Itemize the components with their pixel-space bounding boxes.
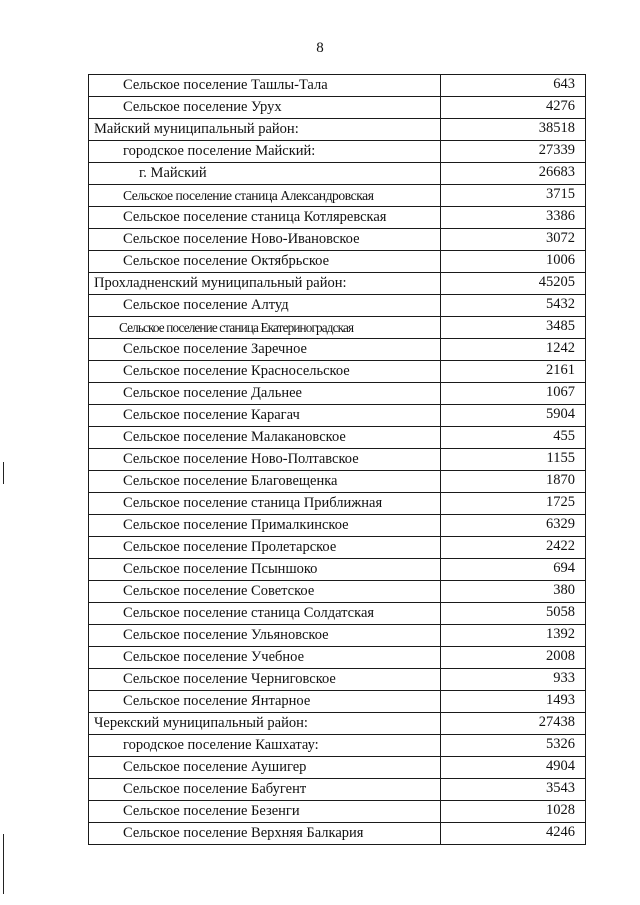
table-row bbox=[89, 449, 586, 471]
population-value-cell: 1493 bbox=[441, 691, 586, 713]
table-row bbox=[89, 361, 586, 383]
table-row bbox=[89, 405, 586, 427]
table-row bbox=[89, 119, 586, 141]
population-value-cell: 1242 bbox=[441, 339, 586, 361]
settlement-name-cell: Сельское поселение Заречное bbox=[89, 339, 441, 361]
population-value-cell: 2161 bbox=[441, 361, 586, 383]
settlement-name-cell: Сельское поселение Прималкинское bbox=[89, 515, 441, 537]
population-value-cell: 1725 bbox=[441, 493, 586, 515]
population-value-cell: 1006 bbox=[441, 251, 586, 273]
settlement-name-cell: Сельское поселение станица Приближная bbox=[89, 493, 441, 515]
settlement-name-cell: Сельское поселение Ульяновское bbox=[89, 625, 441, 647]
population-value-cell: 4246 bbox=[441, 823, 586, 845]
population-value-cell: 27438 bbox=[441, 713, 586, 735]
table-row bbox=[89, 735, 586, 757]
table-row bbox=[89, 163, 586, 185]
table-row bbox=[89, 493, 586, 515]
settlement-name-cell: Сельское поселение Пролетарское bbox=[89, 537, 441, 559]
district-name-cell: Майский муниципальный район: bbox=[89, 119, 441, 141]
population-value-cell: 2008 bbox=[441, 647, 586, 669]
table-row bbox=[89, 647, 586, 669]
table-row bbox=[89, 581, 586, 603]
table-row bbox=[89, 251, 586, 273]
table-row bbox=[89, 471, 586, 493]
table-row bbox=[89, 207, 586, 229]
population-value-cell: 1067 bbox=[441, 383, 586, 405]
table-row bbox=[89, 559, 586, 581]
population-value-cell: 5326 bbox=[441, 735, 586, 757]
scan-margin-mark-top bbox=[3, 462, 4, 484]
settlement-name-cell: Сельское поселение Ново-Полтавское bbox=[89, 449, 441, 471]
district-name-cell: Прохладненский муниципальный район: bbox=[89, 273, 441, 295]
settlement-name-cell: Сельское поселение Черниговское bbox=[89, 669, 441, 691]
population-value-cell: 455 bbox=[441, 427, 586, 449]
table-row bbox=[89, 691, 586, 713]
settlement-name-cell: Сельское поселение Учебное bbox=[89, 647, 441, 669]
settlement-name-cell: Сельское поселение Дальнее bbox=[89, 383, 441, 405]
table-row bbox=[89, 603, 586, 625]
population-value-cell: 694 bbox=[441, 559, 586, 581]
population-value-cell: 3543 bbox=[441, 779, 586, 801]
population-value-cell: 4904 bbox=[441, 757, 586, 779]
table-row bbox=[89, 757, 586, 779]
settlement-name-cell: Сельское поселение станица Александровская bbox=[89, 185, 441, 207]
table-row bbox=[89, 823, 586, 845]
table-row bbox=[89, 295, 586, 317]
table-row bbox=[89, 141, 586, 163]
table-row bbox=[89, 339, 586, 361]
settlement-name-cell: Сельское поселение Урух bbox=[89, 97, 441, 119]
population-value-cell: 5432 bbox=[441, 295, 586, 317]
population-value-cell: 933 bbox=[441, 669, 586, 691]
population-value-cell: 5904 bbox=[441, 405, 586, 427]
settlement-name-cell: городское поселение Майский: bbox=[89, 141, 441, 163]
table-body bbox=[89, 75, 586, 845]
settlement-name-cell: Сельское поселение Безенги bbox=[89, 801, 441, 823]
table-row bbox=[89, 779, 586, 801]
population-value-cell: 2422 bbox=[441, 537, 586, 559]
population-value-cell: 4276 bbox=[441, 97, 586, 119]
population-value-cell: 1392 bbox=[441, 625, 586, 647]
population-value-cell: 5058 bbox=[441, 603, 586, 625]
settlement-name-cell: Сельское поселение станица Котляревская bbox=[89, 207, 441, 229]
settlement-name-cell: Сельское поселение Алтуд bbox=[89, 295, 441, 317]
population-value-cell: 38518 bbox=[441, 119, 586, 141]
population-value-cell: 1028 bbox=[441, 801, 586, 823]
population-value-cell: 3072 bbox=[441, 229, 586, 251]
table-row bbox=[89, 515, 586, 537]
population-table-container bbox=[88, 74, 585, 845]
table-row bbox=[89, 97, 586, 119]
settlement-name-cell: Сельское поселение Бабугент bbox=[89, 779, 441, 801]
settlement-name-cell: Сельское поселение станица Солдатская bbox=[89, 603, 441, 625]
population-value-cell: 380 bbox=[441, 581, 586, 603]
table-row bbox=[89, 427, 586, 449]
settlement-name-cell: Сельское поселение Аушигер bbox=[89, 757, 441, 779]
table-row bbox=[89, 229, 586, 251]
table-row bbox=[89, 801, 586, 823]
settlement-name-cell: Сельское поселение Верхняя Балкария bbox=[89, 823, 441, 845]
population-value-cell: 1155 bbox=[441, 449, 586, 471]
settlement-name-cell: Сельское поселение Советское bbox=[89, 581, 441, 603]
table-row bbox=[89, 383, 586, 405]
population-value-cell: 3715 bbox=[441, 185, 586, 207]
population-value-cell: 1870 bbox=[441, 471, 586, 493]
table-row bbox=[89, 713, 586, 735]
settlement-name-cell: Сельское поселение Красносельское bbox=[89, 361, 441, 383]
population-value-cell: 643 bbox=[441, 75, 586, 97]
table-row bbox=[89, 75, 586, 97]
population-value-cell: 6329 bbox=[441, 515, 586, 537]
population-value-cell: 27339 bbox=[441, 141, 586, 163]
settlement-name-cell: городское поселение Кашхатау: bbox=[89, 735, 441, 757]
settlement-name-cell: Сельское поселение Благовещенка bbox=[89, 471, 441, 493]
table-row bbox=[89, 273, 586, 295]
table-row bbox=[89, 537, 586, 559]
scan-margin-mark-bottom bbox=[3, 834, 4, 894]
population-table bbox=[88, 74, 586, 845]
population-value-cell: 45205 bbox=[441, 273, 586, 295]
page-number: 8 bbox=[316, 40, 324, 56]
settlement-name-cell: Сельское поселение Карагач bbox=[89, 405, 441, 427]
table-row bbox=[89, 625, 586, 647]
district-name-cell: Черекский муниципальный район: bbox=[89, 713, 441, 735]
settlement-name-cell: Сельское поселение Псыншоко bbox=[89, 559, 441, 581]
settlement-name-cell: Сельское поселение Ново-Ивановское bbox=[89, 229, 441, 251]
table-row bbox=[89, 185, 586, 207]
settlement-name-cell: Сельское поселение Янтарное bbox=[89, 691, 441, 713]
settlement-name-cell: Сельское поселение Малакановское bbox=[89, 427, 441, 449]
population-value-cell: 3485 bbox=[441, 317, 586, 339]
settlement-name-cell: г. Майский bbox=[89, 163, 441, 185]
table-row bbox=[89, 317, 586, 339]
table-row bbox=[89, 669, 586, 691]
population-value-cell: 3386 bbox=[441, 207, 586, 229]
settlement-name-cell: Сельское поселение Ташлы-Тала bbox=[89, 75, 441, 97]
population-value-cell: 26683 bbox=[441, 163, 586, 185]
settlement-name-cell: Сельское поселение Октябрьское bbox=[89, 251, 441, 273]
settlement-name-cell: Сельское поселение станица Екатериноградская bbox=[89, 317, 441, 339]
